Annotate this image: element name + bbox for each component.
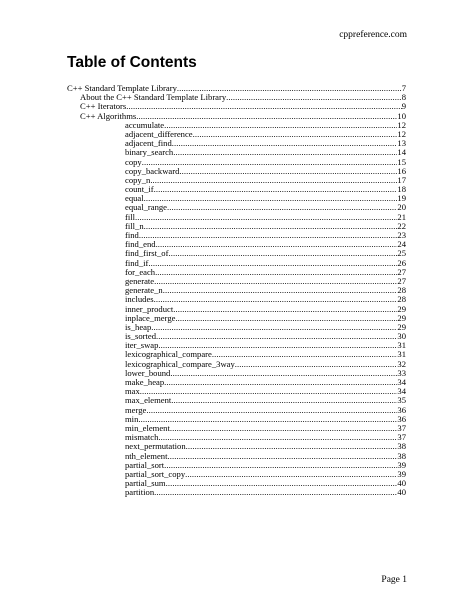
toc-entry[interactable] <box>67 277 406 286</box>
toc-dot-leader <box>167 203 397 212</box>
toc-entry-label: next_permutation <box>125 442 186 452</box>
toc-entry-page-number: 16 <box>397 166 406 176</box>
toc-dot-leader <box>170 424 398 433</box>
toc-entry-label: find_first_of <box>125 249 169 259</box>
toc-entry-label: find_if <box>125 258 149 268</box>
toc-entry-label: adjacent_find <box>125 139 172 149</box>
toc-entry-label: make_heap <box>125 378 165 387</box>
toc-entry-label: adjacent_difference <box>125 129 193 139</box>
toc-entry-page-number: 21 <box>397 212 406 222</box>
toc-dot-leader <box>164 121 397 130</box>
toc-dot-leader <box>144 194 398 203</box>
toc-entry-page-number: 38 <box>397 451 406 461</box>
page-header-site: cppreference.com <box>339 30 407 40</box>
toc-entry-label: C++ Standard Template Library <box>67 84 177 93</box>
toc-entry[interactable] <box>67 332 406 341</box>
toc-entry-label: generate <box>125 276 155 286</box>
toc-entry-page-number: 26 <box>397 258 406 268</box>
toc-dot-leader <box>173 305 397 314</box>
toc-entry-page-number: 12 <box>397 120 406 130</box>
toc-dot-leader <box>171 396 397 405</box>
toc-entry[interactable] <box>67 102 406 111</box>
toc-entry-page-number: 34 <box>397 378 406 387</box>
toc-dot-leader <box>166 479 398 488</box>
toc-entry[interactable] <box>67 424 406 433</box>
toc-entry-label: copy_n <box>125 175 151 185</box>
toc-entry-label: find_end <box>125 240 156 250</box>
toc-entry[interactable] <box>67 93 406 102</box>
toc-entry-page-number: 34 <box>397 387 406 397</box>
toc-entry-page-number: 12 <box>397 129 406 139</box>
toc-entry-page-number: 25 <box>397 249 406 259</box>
toc-dot-leader <box>158 433 397 442</box>
toc-dot-leader <box>155 268 397 277</box>
page-number: Page 1 <box>381 575 407 585</box>
toc-entry[interactable] <box>67 470 406 479</box>
toc-entry-page-number: 15 <box>397 157 406 167</box>
toc-entry-label: About the C++ Standard Template Library <box>80 93 227 103</box>
toc-entry-page-number: 30 <box>397 332 406 342</box>
toc-entry[interactable] <box>67 295 406 304</box>
toc-dot-leader <box>158 341 397 350</box>
toc-entry-label: generate_n <box>125 286 163 296</box>
toc-entry-page-number: 40 <box>397 479 406 489</box>
toc-entry[interactable] <box>67 130 406 139</box>
toc-entry[interactable] <box>67 148 406 157</box>
toc-entry[interactable] <box>67 158 406 167</box>
toc-entry[interactable] <box>67 378 406 387</box>
toc-entry-page-number: 37 <box>397 433 406 443</box>
toc-dot-leader <box>148 259 397 268</box>
toc-entry[interactable] <box>67 286 406 295</box>
toc-dot-leader <box>135 213 397 222</box>
toc-entry[interactable] <box>67 231 406 240</box>
toc-entry-page-number: 39 <box>397 469 406 479</box>
toc-dot-leader <box>138 415 397 424</box>
toc-entry[interactable] <box>67 305 406 314</box>
toc-entry-label: nth_element <box>125 451 168 461</box>
toc-dot-leader <box>142 158 398 167</box>
toc-dot-leader <box>167 452 397 461</box>
toc-entry-label: mismatch <box>125 433 159 443</box>
toc-entry-label: is_sorted <box>125 332 157 342</box>
toc-entry-page-number: 29 <box>397 313 406 323</box>
toc-entry-page-number: 18 <box>397 185 406 195</box>
toc-entry[interactable] <box>67 167 406 176</box>
toc-entry-page-number: 33 <box>397 368 406 378</box>
toc-entry-page-number: 36 <box>397 414 406 424</box>
toc-dot-leader <box>164 378 397 387</box>
toc-entry[interactable] <box>67 121 406 130</box>
toc-entry-label: lower_bound <box>125 368 171 378</box>
toc-entry[interactable] <box>67 185 406 194</box>
toc-entry-label: find <box>125 231 139 240</box>
toc-entry[interactable] <box>67 369 406 378</box>
toc-entry[interactable] <box>67 323 406 332</box>
toc-entry-label: equal_range <box>125 203 167 213</box>
toc-dot-leader <box>164 461 397 470</box>
toc-entry[interactable] <box>67 387 406 396</box>
toc-dot-leader <box>226 93 402 102</box>
toc-entry-page-number: 10 <box>397 111 406 121</box>
toc-entry[interactable] <box>67 442 406 451</box>
toc-dot-leader <box>163 286 398 295</box>
toc-entry-label: equal <box>125 194 144 204</box>
toc-entry-page-number: 7 <box>401 84 406 93</box>
toc-entry-page-number: 27 <box>397 276 406 286</box>
toc-entry[interactable] <box>67 84 406 93</box>
toc-dot-leader <box>177 84 402 93</box>
toc-dot-leader <box>168 249 397 258</box>
toc-entry[interactable] <box>67 452 406 461</box>
toc-dot-leader <box>172 139 398 148</box>
toc-dot-leader <box>175 314 397 323</box>
toc-entry[interactable] <box>67 314 406 323</box>
toc-dot-leader <box>185 470 397 479</box>
toc-dot-leader <box>186 442 398 451</box>
toc-entry-label: max <box>125 387 140 397</box>
toc-entry-page-number: 8 <box>401 93 406 103</box>
toc-entry[interactable] <box>67 203 406 212</box>
toc-entry[interactable] <box>67 240 406 249</box>
toc-entry[interactable] <box>67 415 406 424</box>
toc-entry-page-number: 37 <box>397 423 406 433</box>
toc-entry-page-number: 29 <box>397 304 406 314</box>
toc-entry-page-number: 39 <box>397 460 406 470</box>
toc-entry-label: inner_product <box>125 304 174 314</box>
toc-entry[interactable] <box>67 213 406 222</box>
toc-entry-page-number: 29 <box>397 322 406 332</box>
toc-entry-label: copy <box>125 157 142 167</box>
toc-entry[interactable] <box>67 360 406 369</box>
toc-dot-leader <box>170 369 397 378</box>
toc-entry-page-number: 28 <box>397 295 406 305</box>
toc-entry-page-number: 28 <box>397 286 406 296</box>
toc-entry[interactable] <box>67 433 406 442</box>
toc-entry[interactable] <box>67 112 406 121</box>
toc-entry-page-number: 24 <box>397 240 406 250</box>
toc-entry[interactable] <box>67 488 406 497</box>
toc-entry-label: max_element <box>125 396 172 406</box>
toc-dot-leader <box>136 112 397 121</box>
toc-entry[interactable] <box>67 222 406 231</box>
toc-entry-page-number: 17 <box>397 175 406 185</box>
toc-entry-page-number: 31 <box>397 350 406 360</box>
toc-entry-page-number: 40 <box>397 488 406 498</box>
toc-entry-page-number: 20 <box>397 203 406 213</box>
toc-entry[interactable] <box>67 194 406 203</box>
toc-entry[interactable] <box>67 268 406 277</box>
toc-entry-label: partial_sum <box>125 479 166 489</box>
toc-entry-page-number: 32 <box>397 359 406 369</box>
toc-entry[interactable] <box>67 350 406 359</box>
toc-dot-leader <box>154 295 398 304</box>
toc-entry-label: for_each <box>125 267 156 277</box>
toc-dot-leader <box>193 130 398 139</box>
toc-dot-leader <box>144 222 398 231</box>
toc-entry-label: binary_search <box>125 148 174 158</box>
toc-entry[interactable] <box>67 139 406 148</box>
toc-entry-page-number: 27 <box>397 267 406 277</box>
toc-entry-page-number: 14 <box>397 148 406 158</box>
toc-entry[interactable] <box>67 396 406 405</box>
toc-entry[interactable] <box>67 406 406 415</box>
toc-entry-label: partial_sort <box>125 460 165 470</box>
toc-entry[interactable] <box>67 341 406 350</box>
toc-entry-label: min_element <box>125 423 170 433</box>
toc-entry-label: C++ Iterators <box>80 102 127 112</box>
toc-entry-label: iter_swap <box>125 341 159 351</box>
toc-entry-page-number: 35 <box>397 396 406 406</box>
toc-entry-label: C++ Algorithms <box>80 111 137 121</box>
toc-dot-leader <box>150 176 397 185</box>
toc-entry-label: lexicographical_compare <box>125 350 212 360</box>
toc-entry-label: count_if <box>125 185 154 195</box>
toc-entry-page-number: 22 <box>397 221 406 231</box>
toc-entry[interactable] <box>67 461 406 470</box>
toc-dot-leader <box>173 148 397 157</box>
toc-entry[interactable] <box>67 479 406 488</box>
table-of-contents <box>67 84 406 497</box>
toc-entry-page-number: 31 <box>397 341 406 351</box>
toc-entry-label: accumulate <box>125 120 165 130</box>
toc-entry-page-number: 36 <box>397 405 406 415</box>
toc-entry[interactable] <box>67 176 406 185</box>
toc-dot-leader <box>212 350 398 359</box>
toc-entry-label: fill <box>125 212 136 222</box>
toc-dot-leader <box>151 323 397 332</box>
toc-entry[interactable] <box>67 249 406 258</box>
toc-entry-label: inplace_merge <box>125 313 176 323</box>
toc-entry[interactable] <box>67 259 406 268</box>
toc-entry-label: is_heap <box>125 322 152 332</box>
toc-dot-leader <box>140 387 398 396</box>
toc-dot-leader <box>139 231 398 240</box>
toc-entry-page-number: 38 <box>397 442 406 452</box>
toc-dot-leader <box>126 102 401 111</box>
toc-entry-label: min <box>125 414 139 424</box>
toc-entry-page-number: 13 <box>397 139 406 149</box>
toc-dot-leader <box>156 240 398 249</box>
toc-entry-label: includes <box>125 295 154 305</box>
toc-dot-leader <box>154 277 397 286</box>
toc-entry-label: partial_sort_copy <box>125 469 186 479</box>
toc-dot-leader <box>154 488 397 497</box>
toc-entry-page-number: 23 <box>397 231 406 240</box>
toc-dot-leader <box>146 406 397 415</box>
toc-entry-page-number: 9 <box>401 102 406 112</box>
toc-entry-label: partition <box>125 488 155 498</box>
toc-dot-leader <box>179 167 397 176</box>
page-title: Table of Contents <box>67 54 197 71</box>
toc-entry-label: merge <box>125 405 147 415</box>
toc-dot-leader <box>235 360 398 369</box>
toc-dot-leader <box>156 332 397 341</box>
toc-entry-page-number: 19 <box>397 194 406 204</box>
toc-entry-label: fill_n <box>125 221 144 231</box>
toc-entry-label: copy_backward <box>125 166 180 176</box>
toc-dot-leader <box>154 185 398 194</box>
toc-entry-label: lexicographical_compare_3way <box>125 359 235 369</box>
